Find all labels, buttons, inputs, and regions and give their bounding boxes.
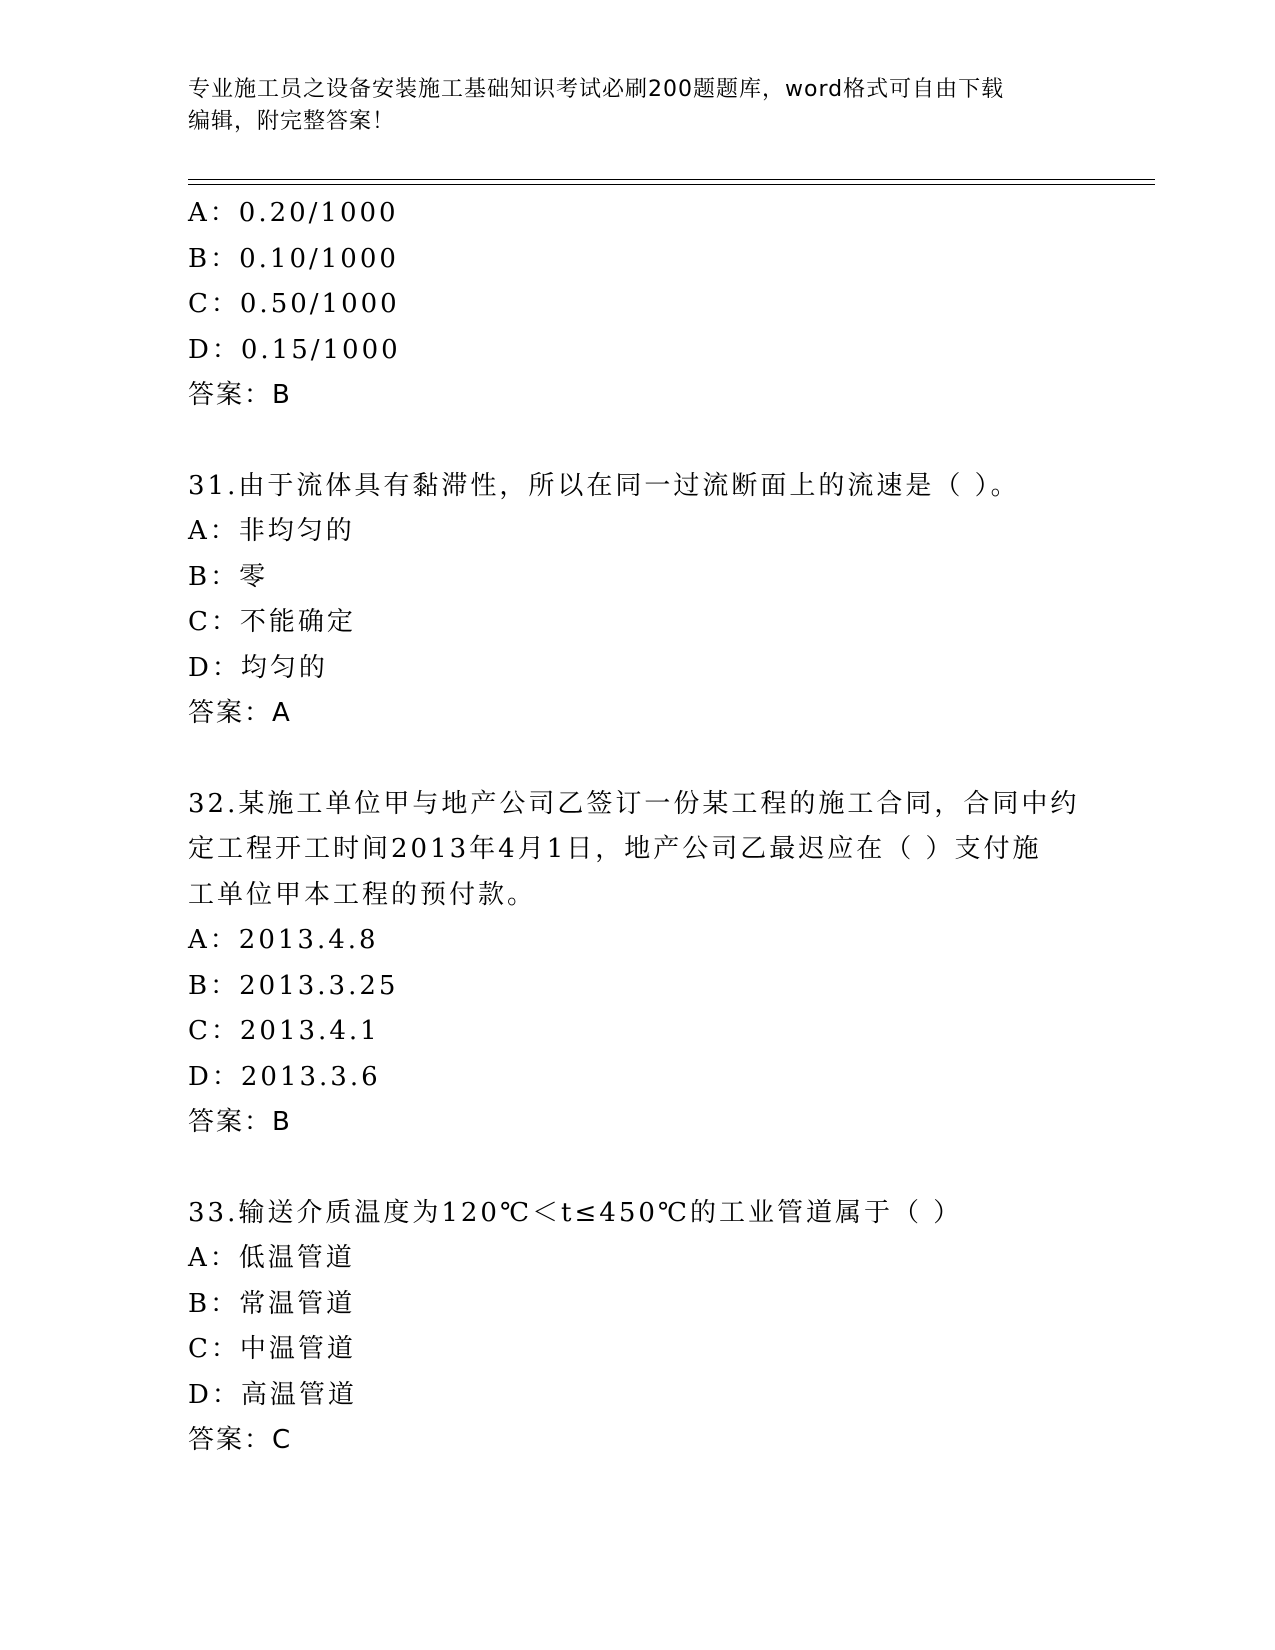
answer-label: 答案：C	[188, 1425, 293, 1455]
header-title-line-1: 专业施工员之设备安装施工基础知识考试必刷200题题库，word格式可自由下载	[188, 77, 1005, 102]
answer-label: 答案：B	[188, 1107, 292, 1137]
option-a: A：非均匀的	[188, 516, 355, 546]
question-stem: 31.由于流体具有黏滞性，所以在同一过流断面上的流速是（ ）。	[188, 470, 1020, 501]
answer-label: 答案：A	[188, 698, 292, 728]
question-31	[188, 464, 1088, 737]
option-b: B：0.10/1000	[188, 243, 399, 274]
header-divider-bottom	[188, 184, 1155, 185]
option-c: C：0.50/1000	[188, 289, 400, 319]
option-d: D：高温管道	[188, 1379, 357, 1410]
question-30	[188, 191, 1088, 419]
option-a: A：0.20/1000	[188, 198, 399, 228]
option-d: D：0.15/1000	[188, 334, 401, 365]
option-b: B：零	[188, 561, 269, 592]
question-stem-line-1: 32.某施工单位甲与地产公司乙签订一份某工程的施工合同，合同中约	[188, 788, 1080, 819]
option-b: B：常温管道	[188, 1288, 356, 1319]
question-stem-line-3: 工单位甲本工程的预付款。	[188, 879, 537, 910]
option-c: C：中温管道	[188, 1334, 356, 1364]
question-33	[188, 1191, 1088, 1464]
question-list	[188, 191, 1088, 1464]
option-d: D：2013.3.6	[188, 1061, 381, 1092]
option-c: C：不能确定	[188, 607, 356, 637]
header-title-line-2: 编辑，附完整答案！	[188, 109, 396, 134]
option-a: A：低温管道	[188, 1243, 355, 1273]
answer-label: 答案：B	[188, 380, 292, 410]
question-stem-line-2: 定工程开工时间2013年4月1日，地产公司乙最迟应在（ ）支付施	[188, 834, 1042, 864]
option-c: C：2013.4.1	[188, 1016, 380, 1046]
header-divider-top	[188, 179, 1155, 180]
document-header	[188, 74, 1088, 138]
option-a: A：2013.4.8	[188, 925, 379, 955]
option-b: B：2013.3.25	[188, 970, 399, 1001]
question-stem: 33.输送介质温度为120℃＜t≤450℃的工业管道属于（ ）	[188, 1197, 963, 1228]
option-d: D：均匀的	[188, 652, 328, 683]
question-32	[188, 782, 1088, 1146]
